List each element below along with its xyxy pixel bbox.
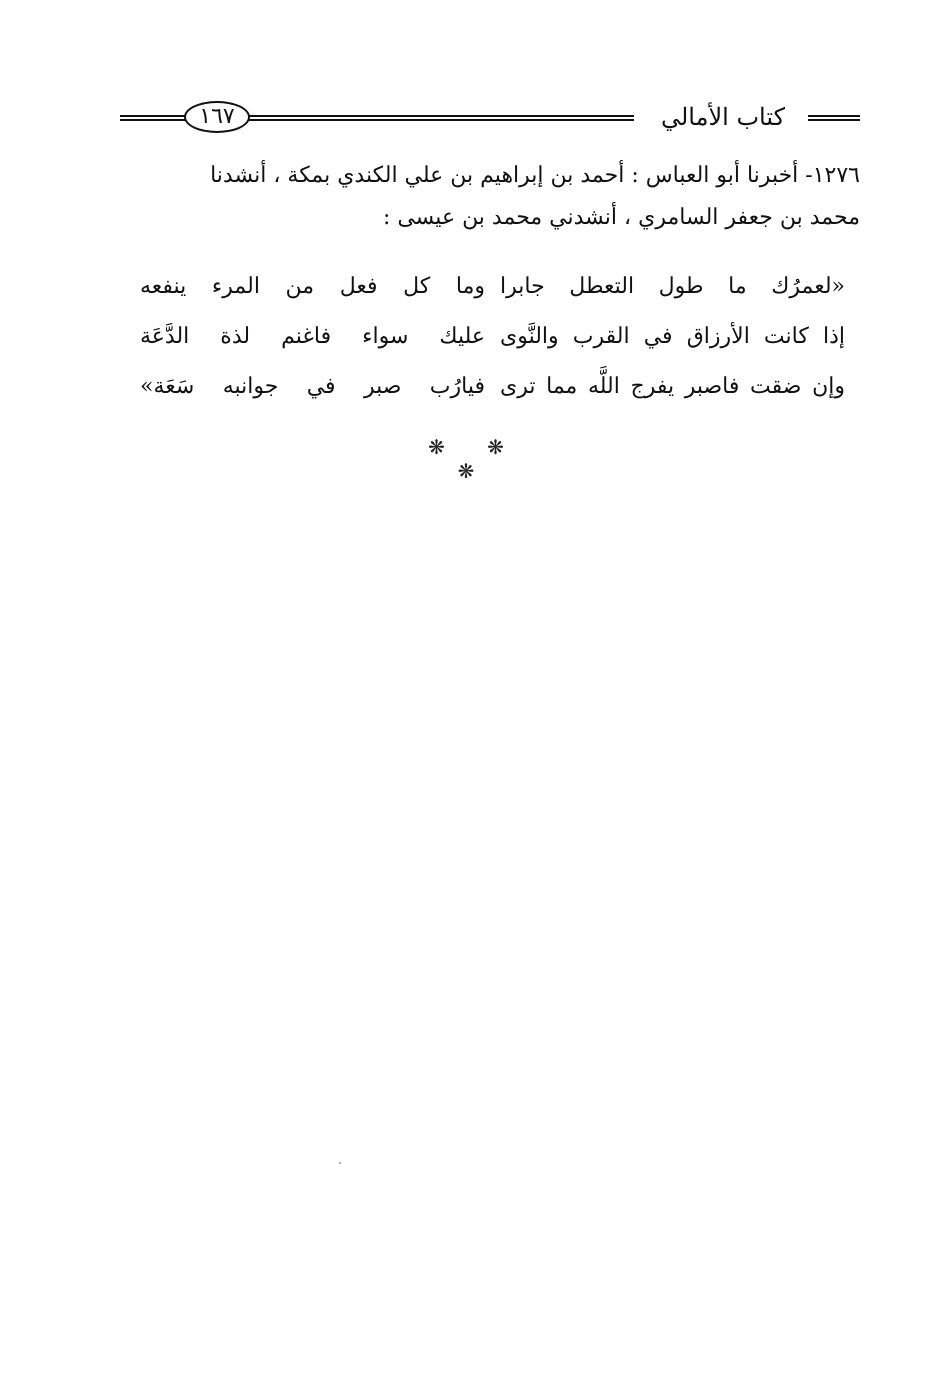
header-rule-middle [242,115,634,121]
section-separator: ❋ ❋ ❋ [428,435,522,483]
narration-line-2: محمد بن جعفر السامري ، أنشدني محمد بن عيسى : [382,205,860,230]
page-number: ١٦٧ [184,101,250,133]
header-rule-right [808,115,860,121]
narration-paragraph [120,155,860,239]
poem-verse-1 [140,264,845,310]
scan-speck [339,1162,341,1164]
verse-3-second-hemistich: فيارُب صبر في جوانبه سَعَة» [140,374,485,399]
verse-1-first-hemistich: «لعمرُك ما طول التعطل جابرا [500,274,845,299]
verse-3-first-hemistich: وإن ضقت فاصبر يفرج اللَّه مما ترى [500,374,845,399]
running-header [120,95,860,143]
verse-2-first-hemistich: إذا كانت الأرزاق في القرب والنَّوى [500,324,845,349]
header-rule-left [120,115,192,121]
poem-verse-2 [140,314,845,360]
running-title: كتاب الأمالي [660,103,786,131]
verse-2-second-hemistich: عليك سواء فاغنم لذة الدَّعَة [140,324,485,349]
narration-line-1: ١٢٧٦- أخبرنا أبو العباس : أحمد بن إبراهيم بن علي الكندي بمكة ، أنشدنا [210,163,860,188]
verse-1-second-hemistich: وما كل فعل من المرء ينفعه [140,274,485,299]
poem-verse-3 [140,364,845,410]
